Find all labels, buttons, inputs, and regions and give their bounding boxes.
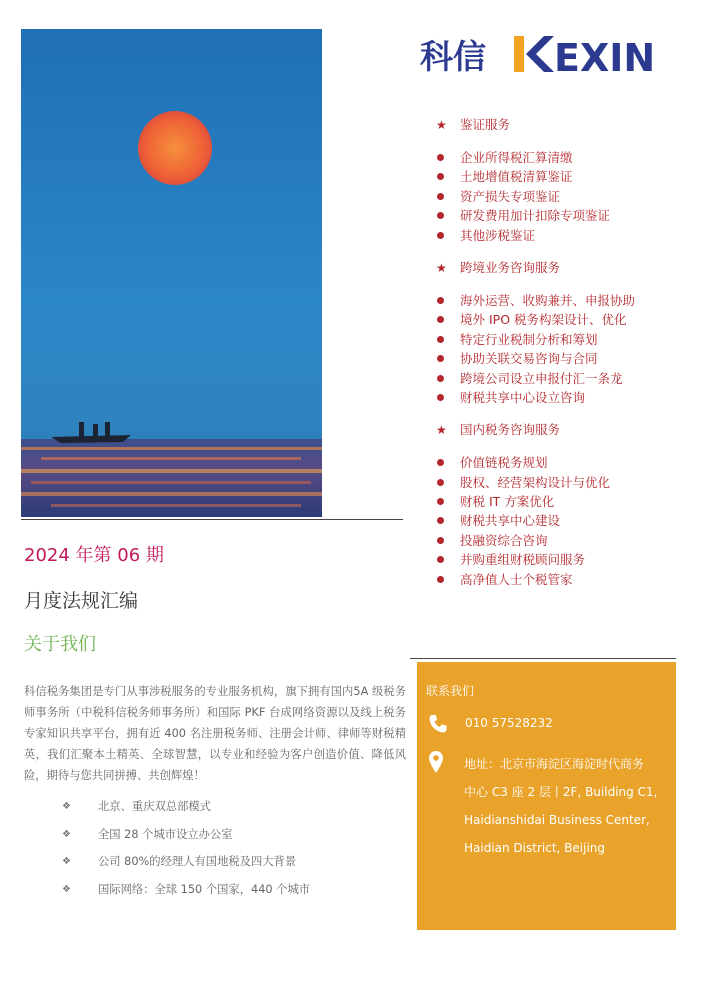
item-label: 其他涉税鉴证 bbox=[460, 227, 536, 243]
issue-number: 2024 年第 06 期 bbox=[24, 545, 164, 566]
item-label: 协助关联交易咨询与合同 bbox=[460, 351, 598, 367]
publication-subject: 月度法规汇编 bbox=[24, 590, 139, 612]
bullet-dot-icon bbox=[437, 173, 444, 180]
bullet-dot-icon bbox=[437, 355, 444, 362]
divider-left bbox=[21, 519, 403, 520]
item-label: 财税共享中心建设 bbox=[460, 513, 561, 529]
list-item bbox=[436, 531, 696, 550]
bullet-dot-icon bbox=[437, 375, 444, 382]
services-list bbox=[436, 115, 696, 589]
list-item bbox=[436, 206, 696, 225]
list-item bbox=[436, 550, 696, 569]
list-item bbox=[62, 825, 310, 853]
bullet-label: 北京、重庆双总部模式 bbox=[98, 800, 211, 813]
about-heading: 关于我们 bbox=[24, 634, 96, 655]
bullet-dot-icon bbox=[437, 537, 444, 544]
section-title: 国内税务咨询服务 bbox=[460, 422, 561, 438]
diamond-icon: ❖ bbox=[62, 828, 71, 840]
item-label: 研发费用加计扣除专项鉴证 bbox=[460, 208, 611, 224]
list-item bbox=[62, 880, 310, 908]
list-item bbox=[436, 473, 696, 492]
contact-heading: 联系我们 bbox=[426, 684, 475, 698]
bullet-dot-icon bbox=[437, 394, 444, 401]
list-item bbox=[436, 310, 696, 329]
list-item bbox=[62, 852, 310, 880]
bullet-dot-icon bbox=[437, 193, 444, 200]
bullet-label: 公司 80%的经理人有国地税及四大背景 bbox=[98, 855, 297, 868]
item-label: 特定行业税制分析和筹划 bbox=[460, 331, 598, 347]
logo-en-text: EXIN bbox=[554, 36, 656, 80]
bullet-label: 国际网络：全球 150 个国家，440 个城市 bbox=[98, 882, 311, 896]
section-title: 跨境业务咨询服务 bbox=[460, 259, 561, 275]
address bbox=[464, 750, 672, 862]
list-item bbox=[436, 330, 696, 349]
section-heading-verification bbox=[436, 115, 696, 135]
list-item bbox=[436, 187, 696, 206]
bullet-dot-icon bbox=[437, 212, 444, 219]
bullet-dot-icon bbox=[437, 517, 444, 524]
item-label: 并购重组财税顾问服务 bbox=[460, 552, 586, 568]
kexin-logo bbox=[420, 30, 675, 80]
list-item bbox=[436, 570, 696, 589]
section-heading-crossborder bbox=[436, 258, 696, 278]
address-line: Haidian District, Beijing bbox=[464, 841, 606, 855]
star-icon: ★ bbox=[436, 423, 447, 438]
item-label: 境外 IPO 税务构架设计、优化 bbox=[460, 312, 627, 328]
diamond-icon: ❖ bbox=[62, 883, 71, 895]
contact-box bbox=[417, 662, 676, 930]
about-paragraph: 科信税务集团是专门从事涉税服务的专业服务机构，旗下拥有国内5A 级税务师事务所（中税科信税务师事务所）和国际 PKF 台成网络资源以及线上税务专家知识共享平台，拥有近 400 名注册税务师、注册会计师、律师等财税精英，我们汇聚本土精英、全球智慧，以专业和经验为客户创造价值、降低风险，期待与您共同拼搏、共创辉煌！ bbox=[24, 685, 406, 782]
item-label: 高净值人士个税管家 bbox=[460, 571, 573, 587]
list-item bbox=[436, 453, 696, 472]
bullet-dot-icon bbox=[437, 479, 444, 486]
item-label: 财税共享中心设立咨询 bbox=[460, 389, 586, 405]
list-item bbox=[436, 148, 696, 167]
list-item bbox=[436, 388, 696, 407]
section-title: 鉴证服务 bbox=[460, 117, 511, 132]
item-label: 股权、经营架构设计与优化 bbox=[460, 474, 611, 490]
list-item bbox=[436, 167, 696, 186]
bullet-dot-icon bbox=[437, 336, 444, 343]
about-bullets bbox=[62, 797, 310, 907]
logo-cn-text: 科信 bbox=[420, 37, 486, 76]
item-label: 资产损失专项鉴证 bbox=[460, 188, 561, 204]
section-heading-domestic bbox=[436, 420, 696, 440]
item-label: 财税 IT 方案优化 bbox=[460, 494, 555, 510]
bullet-dot-icon bbox=[437, 576, 444, 583]
phone-icon bbox=[428, 714, 448, 734]
item-label: 土地增值税清算鉴证 bbox=[460, 169, 573, 185]
item-label: 投融资综合咨询 bbox=[460, 532, 548, 548]
divider-right bbox=[410, 658, 676, 659]
list-item bbox=[62, 797, 310, 825]
diamond-icon: ❖ bbox=[62, 856, 71, 867]
bullet-dot-icon bbox=[437, 232, 444, 239]
list-item bbox=[436, 511, 696, 530]
address-line: Haidianshidai Business Center, bbox=[464, 813, 650, 827]
bullet-dot-icon bbox=[437, 556, 444, 563]
address-line: 中心 C3 座 2 层丨2F, Building C1, bbox=[464, 785, 658, 799]
item-label: 跨境公司设立申报付汇一条龙 bbox=[460, 370, 623, 386]
bullet-dot-icon bbox=[437, 297, 444, 304]
diamond-icon: ❖ bbox=[62, 801, 71, 812]
list-item bbox=[436, 291, 696, 310]
item-label: 海外运营、收购兼并、申报协助 bbox=[460, 292, 636, 308]
star-icon: ★ bbox=[436, 260, 447, 275]
bullet-dot-icon bbox=[437, 316, 444, 323]
list-item bbox=[436, 349, 696, 368]
item-label: 价值链税务规划 bbox=[460, 455, 548, 471]
cover-photo bbox=[21, 29, 322, 517]
bullet-label: 全国 28 个城市设立办公室 bbox=[98, 827, 233, 841]
list-item bbox=[436, 226, 696, 245]
location-pin-icon bbox=[429, 751, 443, 773]
star-icon: ★ bbox=[436, 118, 447, 132]
item-label: 企业所得税汇算清缴 bbox=[460, 150, 573, 165]
bullet-dot-icon bbox=[437, 154, 444, 161]
bullet-dot-icon bbox=[437, 459, 444, 466]
address-line: 地址：北京市海淀区海淀时代商务 bbox=[464, 757, 645, 771]
list-item bbox=[436, 492, 696, 511]
phone-number: 010 57528232 bbox=[465, 716, 553, 730]
list-item bbox=[436, 369, 696, 388]
bullet-dot-icon bbox=[437, 498, 444, 505]
